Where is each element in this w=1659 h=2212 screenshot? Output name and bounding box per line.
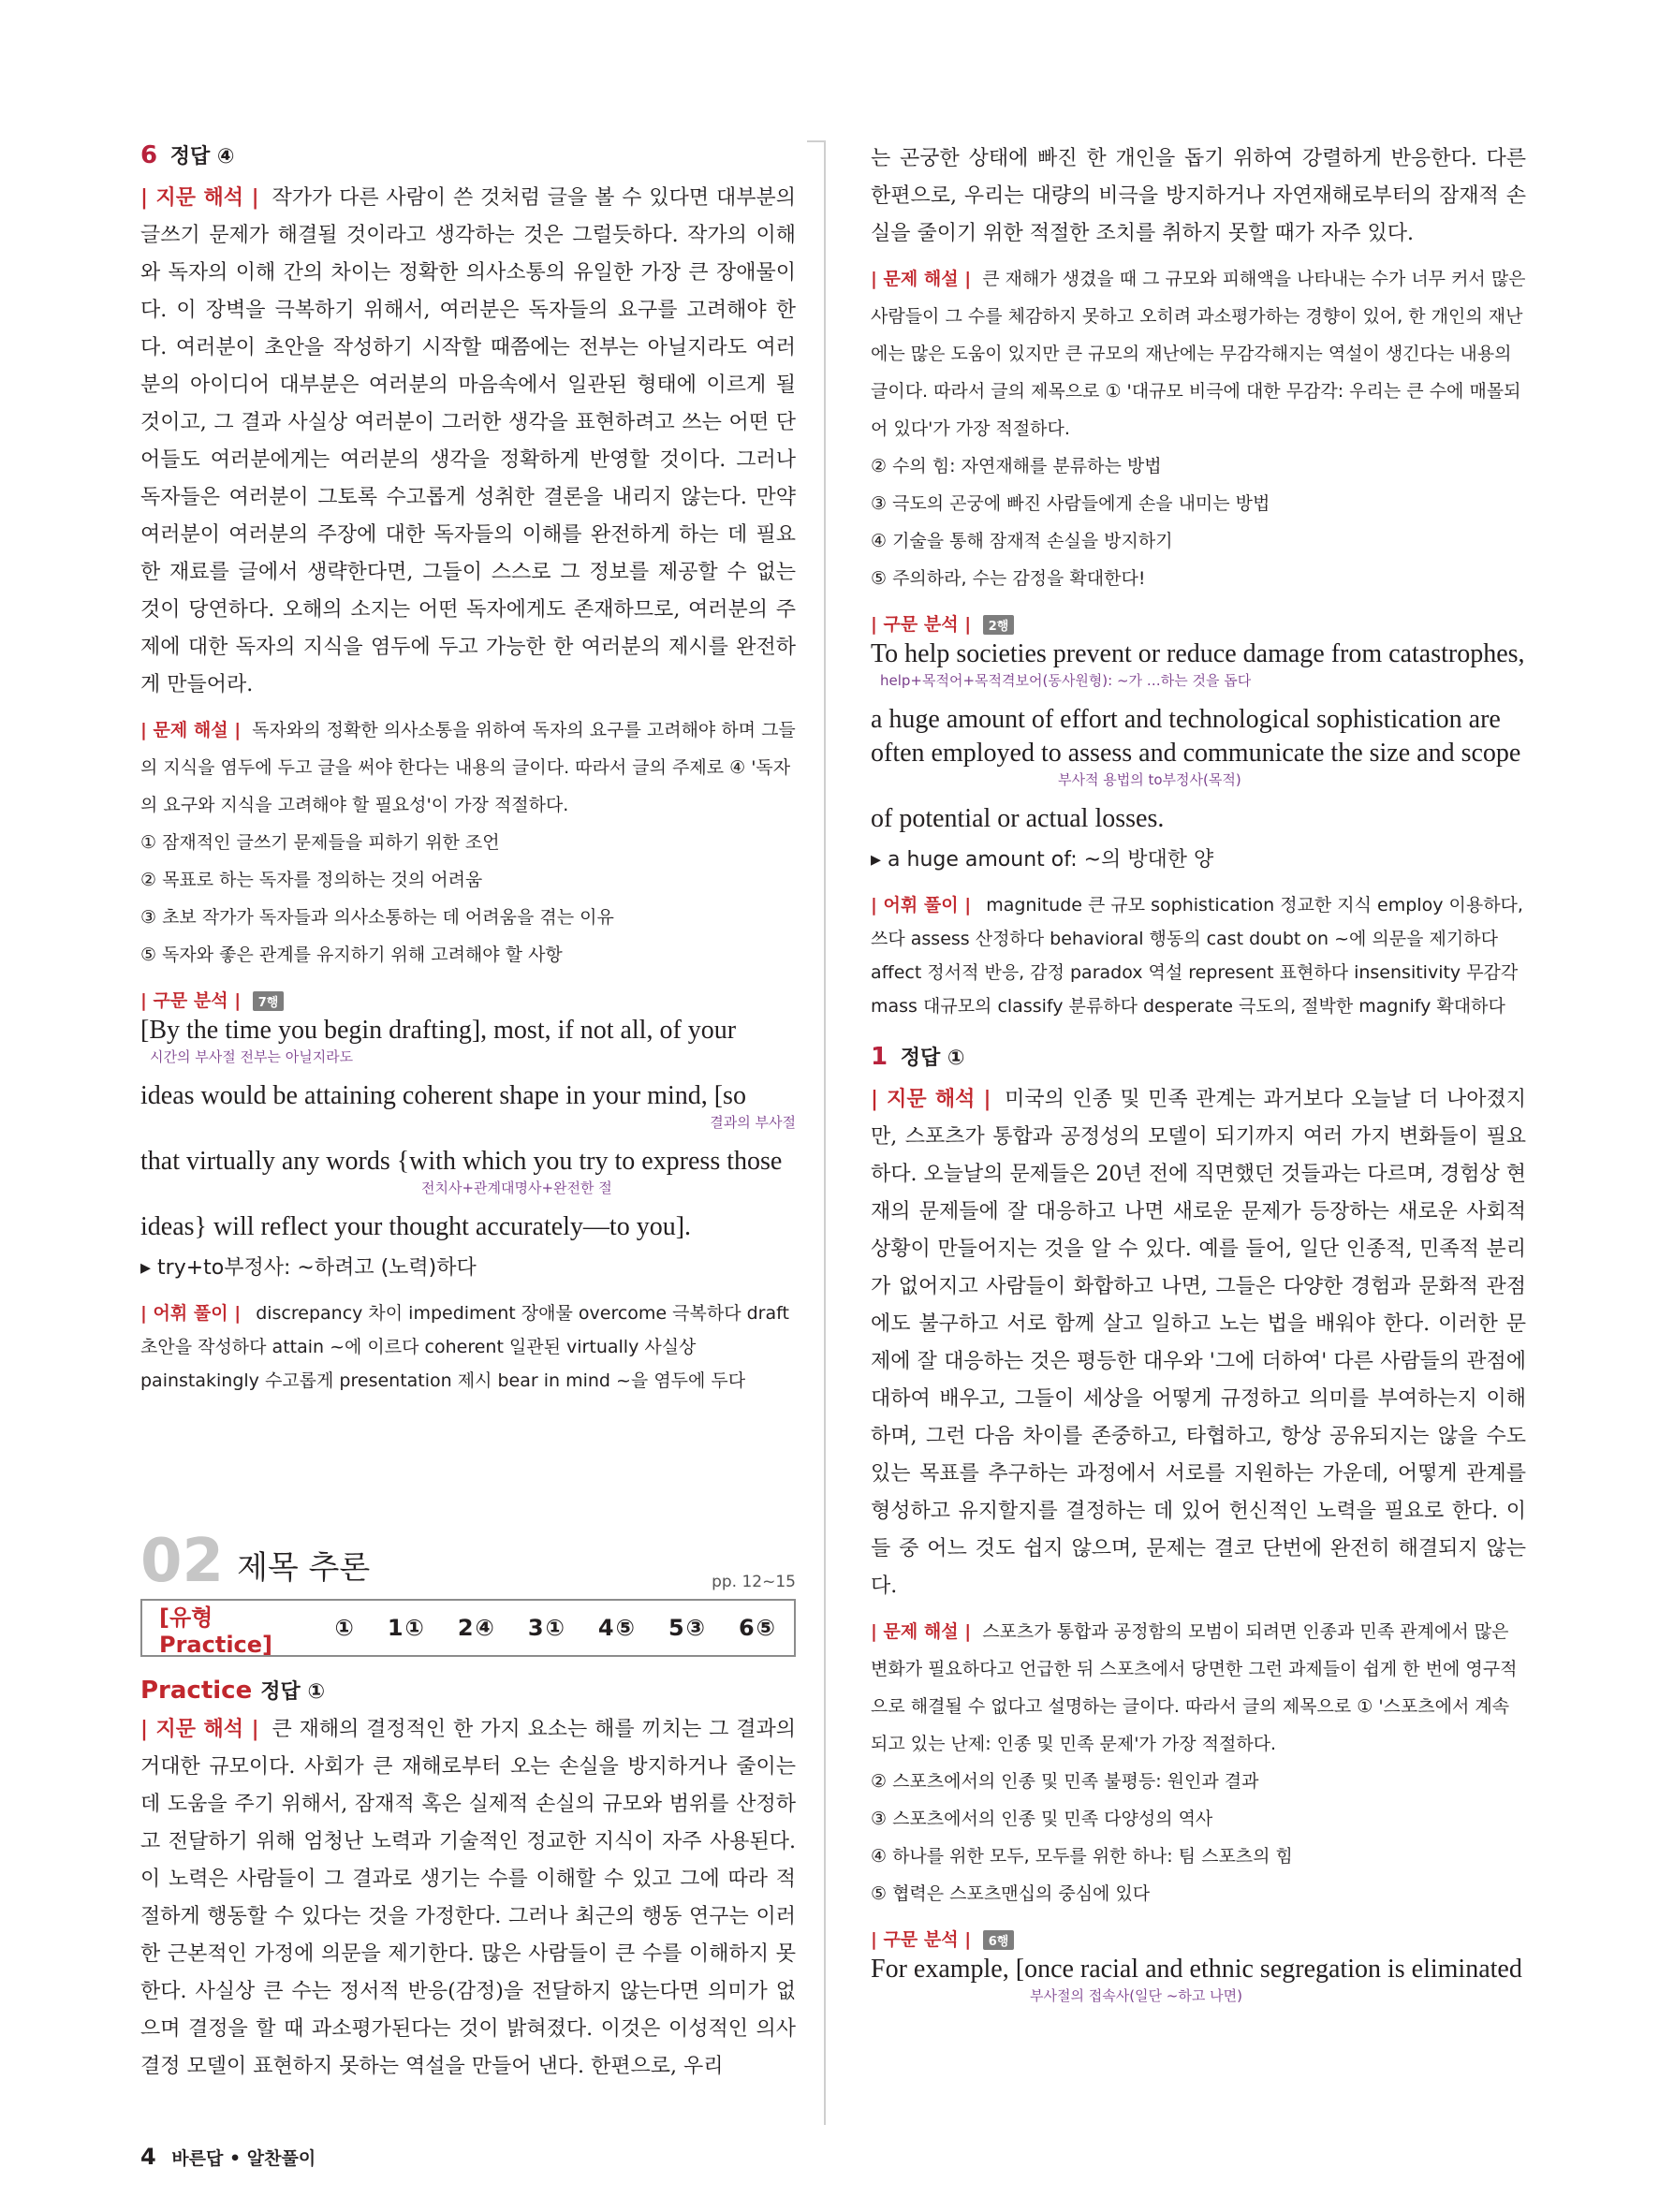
practice-option: ③ 극도의 곤궁에 빠진 사람들에게 손을 내미는 방법 (871, 493, 1270, 514)
section-name: 제목 추론 (237, 1549, 371, 1587)
practice-answer-head: 정답 ① (260, 1680, 326, 1704)
practice-vocab-text: magnitude 큰 규모 sophistication 정교한 지식 employ 이용하다, 쓰다 assess 산정하다 behavioral 행동의 cast doubt on ~에 의문을 제기하다 affect 정서적 반응, 감정 paradox 역설 represent 표현하다 insensitivity 무감각 mass 대규모의 classify 분류하다 desperate 극도의, 절박한 magnify 확대하다 (871, 895, 1523, 1017)
practice-block (140, 1676, 796, 2093)
section-title-row (140, 1526, 796, 1596)
q6-structure-badge: 7행 (253, 991, 285, 1011)
q1-translation (871, 1080, 1526, 1605)
practice-option: ② 수의 힘: 자연재해를 분류하는 방법 (871, 456, 1162, 476)
q1-explain (871, 1613, 1526, 1763)
practice-answer: 2④ (457, 1615, 496, 1641)
q6-vocab-text: discrepancy 차이 impediment 장애물 overcome 극복하다 draft 초안을 작성하다 attain ~에 이르다 coherent 일관된 virtually 사실상 painstakingly 수고롭게 presentation 제시 bear in mind ~을 염두에 두다 (140, 1303, 789, 1391)
q6-option: ⑤ 독자와 좋은 관계를 유지하기 위해 고려해야 할 사항 (140, 945, 563, 965)
q6-en-gloss: 결과의 부사절 (710, 1114, 796, 1131)
practice-structure-badge: 2행 (983, 615, 1015, 635)
practice-en-gloss: help+목적어+목적격보어(동사원형): ~가 …하는 것을 돕다 (880, 672, 1252, 689)
q6-option: ② 목표로 하는 독자를 정의하는 것의 어려움 (140, 870, 483, 890)
q1-en-gloss: 부사절의 접속사(일단 ~하고 나면) (1030, 1987, 1242, 2004)
practice-structure-tag: | 구문 분석 | (871, 614, 972, 635)
page-footer (140, 2144, 316, 2170)
practice-note: ▸ a huge amount of: ~의 방대한 양 (871, 848, 1214, 872)
q6-explain-text: 독자와의 정확한 의사소통을 위하여 독자의 요구를 고려해야 하며 그들의 지식을 염두에 두고 글을 써야 한다는 내용의 글이다. 따라서 글의 주제로 ④ '독자의 요구와 지식을 고려해야 할 필요성'이 가장 적절하다. (140, 720, 796, 815)
practice-head (140, 1676, 796, 1705)
practice-translation-text: 큰 재해의 결정적인 한 가지 요소는 해를 끼치는 그 결과의 거대한 규모이다. 사회가 큰 재해로부터 오는 손실을 방지하거나 줄이는 데 도움을 주기 위해서, 잠재적 혹은 실제적 손실의 규모와 범위를 산정하고 전달하기 위해 엄청난 노력과 기술적인 정교한 지식이 자주 사용된다. 이 노력은 사람들이 그 결과로 생기는 수를 이해할 수 있고 그에 따라 적절하게 행동할 수 있다는 것을 가정한다. 그러나 최근의 행동 연구는 이러한 근본적인 가정에 의문을 제기한다. 많은 사람들이 큰 수를 이해하지 못한다. 사실상 큰 수는 정서적 반응(감정)을 전달하지 않는다면 의미가 없으며 결정을 할 때 과소평가된다는 것이 밝혀졌다. 이것은 이성적인 의사 결정 모델이 표현하지 못하는 역설을 만들어 낸다. 한편으로, 우리 (140, 1718, 796, 2078)
q1-structure-tag: | 구문 분석 | (871, 1929, 972, 1950)
q6-en-line: ideas} will reflect your thought accurately—to you]. (140, 1212, 692, 1241)
practice-vocab (871, 888, 1526, 1023)
q6-explain (140, 711, 796, 824)
practice-structure-label (871, 610, 1526, 636)
practice-answer: 3① (527, 1615, 566, 1641)
practice-box-title: [유형 Practice] (159, 1604, 273, 1658)
q6-answer-head (140, 140, 796, 169)
q1-en-line: For example, [once racial and ethnic segregation is eliminated (871, 1955, 1522, 1984)
page-number: 4 (140, 2144, 156, 2170)
q1-options (871, 1763, 1526, 1912)
practice-title: Practice (140, 1677, 253, 1705)
q1-answer-head (871, 1042, 1526, 1071)
q6-en-line: [By the time you begin drafting], most, if not all, of your (140, 1016, 737, 1045)
q6-translation-text: 작가가 다른 사람이 쓴 것처럼 글을 볼 수 있다면 대부분의 글쓰기 문제가 해결될 것이라고 생각하는 것은 그럴듯하다. 작가의 이해와 독자의 이해 간의 차이는 정확한 의사소통의 유일한 가장 큰 장애물이다. 이 장벽을 극복하기 위해서, 여러분은 독자들의 요구를 고려해야 한다. 여러분이 초안을 작성하기 시작할 때쯤에는 전부는 아닐지라도 여러분의 아이디어 대부분은 여러분의 마음속에서 일관된 형태에 이르게 될 것이고, 그 결과 사실상 여러분이 그러한 생각을 표현하려고 쓰는 어떤 단어들도 여러분에게는 여러분의 생각을 정확하게 반영할 것이다. 그러나 독자들은 여러분이 그토록 수고롭게 성취한 결론을 내리지 않는다. 만약 여러분이 여러분의 주장에 대한 독자들의 이해를 완전하게 하는 데 필요한 재료를 글에서 생략한다면, 그들이 스스로 그 정보를 제공할 수 없는 것이 당연하다. 오해의 소지는 어떤 독자에게도 존재하므로, 여러분의 주제에 대한 독자의 지식을 염두에 두고 가능한 한 여러분의 제시를 완전하게 만들어라. (140, 186, 796, 696)
q6-vocab (140, 1296, 796, 1398)
practice-en-line: of potential or actual losses. (871, 804, 1165, 833)
q6-structure-tag: | 구문 분석 | (140, 990, 242, 1011)
q1-option: ② 스포츠에서의 인종 및 민족 불평등: 원인과 결과 (871, 1771, 1259, 1792)
q6-option: ① 잠재적인 글쓰기 문제들을 피하기 위한 조언 (140, 832, 500, 853)
column-divider-cap (807, 140, 826, 142)
practice-en-line: To help societies prevent or reduce damage from catastrophes, (871, 639, 1525, 668)
practice-translation (140, 1710, 796, 2086)
practice-explain-text: 큰 재해가 생겼을 때 그 규모와 피해액을 나타내는 수가 너무 커서 많은 사람들이 그 수를 체감하지 못하고 오히려 과소평가하는 경향이 있어, 한 개인의 재난에는 많은 도움이 있지만 큰 규모의 재난에는 무감각해지는 역설이 생긴다는 내용의 글이다. 따라서 글의 제목으로 ① '대규모 비극에 대한 무감각: 우리는 큰 수에 매몰되어 있다'가 가장 적절하다. (871, 269, 1526, 439)
q1-translation-text: 미국의 인종 및 민족 관계는 과거보다 오늘날 더 나아졌지만, 스포츠가 통합과 공정성의 모델이 되기까지 여러 가지 변화들이 필요하다. 오늘날의 문제들은 20년 전에 직면했던 것들과는 다르며, 경험상 현재의 문제들에 잘 대응하고 나면 새로운 문제가 등장하는 새로운 사회적 상황이 만들어지는 것을 알 수 있다. 예를 들어, 일단 인종적, 민족적 분리가 없어지고 사람들이 화합하고 나면, 그들은 다양한 경험과 문화적 관점에도 불구하고 서로 함께 살고 일하고 노는 법을 배워야 한다. 이러한 문제에 잘 대응하는 것은 평등한 대우와 '그에 더하여' 다른 사람들의 관점에 대하여 배우고, 그들이 세상을 어떻게 규정하고 의미를 부여하는지 이해하며, 그런 다음 차이를 존중하고, 타협하고, 항상 공유되지는 않을 수도 있는 목표를 추구하는 과정에서 서로를 지원하는 가운데, 어떻게 관계를 형성하고 유지할지를 결정하는 데 있어 헌신적인 노력을 필요로 한다. 이들 중 어느 것도 쉽지 않으며, 문제는 결코 단번에 완전히 해결되지 않는다. (871, 1088, 1526, 1598)
section-pages: pp. 12~15 (712, 1573, 796, 1591)
q6-answer: 정답 ④ (169, 145, 235, 168)
practice-translation-tag: | 지문 해석 | (140, 1717, 259, 1741)
practice-option: ⑤ 주의하라, 수는 감정을 확대한다! (871, 568, 1146, 589)
q1-option: ③ 스포츠에서의 인종 및 민족 다양성의 역사 (871, 1809, 1213, 1829)
q6-translation-tag: | 지문 해석 | (140, 185, 259, 210)
q1-translation-tag: | 지문 해석 | (871, 1087, 991, 1111)
q1-number: 1 (871, 1043, 888, 1071)
q6-en-gloss: 전치사+관계대명사+완전한 절 (421, 1179, 612, 1196)
q6-option: ③ 초보 작가가 독자들과 의사소통하는 데 어려움을 겪는 이유 (140, 907, 614, 928)
q1-explain-text: 스포츠가 통합과 공정함의 모범이 되려면 인종과 민족 관계에서 많은 변화가 필요하다고 언급한 뒤 스포츠에서 당면한 그런 과제들이 쉽게 한 번에 영구적으로 해결될 수 없다고 설명하는 글이다. 따라서 글의 제목으로 ① '스포츠에서 계속되고 있는 난제: 인종 및 민족 문제'가 가장 적절하다. (871, 1621, 1518, 1754)
practice-option: ④ 기술을 통해 잠재적 손실을 방지하기 (871, 531, 1173, 551)
q1-option: ⑤ 협력은 스포츠맨십의 중심에 있다 (871, 1883, 1151, 1904)
q6-translation (140, 179, 796, 704)
footer-text: 바른답 • 알찬풀이 (171, 2148, 316, 2169)
q1-option: ④ 하나를 위한 모두, 모두를 위한 하나: 팀 스포츠의 힘 (871, 1846, 1293, 1867)
q6-structure-label (140, 987, 796, 1012)
practice-answer: ① (334, 1615, 356, 1641)
practice-explain (871, 260, 1526, 447)
practice-en-gloss: 부사적 용법의 to부정사(목적) (1058, 771, 1241, 788)
practice-answer: 5③ (668, 1615, 707, 1641)
q6-vocab-tag: | 어휘 풀이 | (140, 1303, 242, 1324)
q6-number: 6 (140, 141, 158, 169)
q6-options (140, 824, 796, 974)
practice-en-line: a huge amount of effort and technological sophistication are (871, 705, 1501, 734)
left-column (140, 140, 796, 1407)
practice-vocab-tag: | 어휘 풀이 | (871, 895, 972, 916)
q1-structure-badge: 6행 (983, 1930, 1015, 1950)
q6-en-gloss: 시간의 부사절 전부는 아닐지라도 (150, 1048, 354, 1065)
section-02 (140, 1526, 796, 1657)
column-divider (824, 140, 826, 2125)
q6-note: ▸ try+to부정사: ~하려고 (노력)하다 (140, 1256, 477, 1280)
section-number: 02 (140, 1527, 225, 1596)
q1-answer: 정답 ① (900, 1047, 965, 1070)
practice-answer: 4⑤ (597, 1615, 637, 1641)
practice-translation-cont: 는 곤궁한 상태에 빠진 한 개인을 돕기 위하여 강렬하게 반응한다. 다른 한편으로, 우리는 대량의 비극을 방지하거나 자연재해로부터의 잠재적 손실을 줄이기 위한 적절한 조치를 취하지 못할 때가 자주 있다. (871, 147, 1526, 245)
right-column (871, 140, 1526, 2018)
practice-answer: 1① (387, 1615, 426, 1641)
q6-explain-tag: | 문제 해설 | (140, 720, 242, 740)
practice-answer-box (140, 1599, 796, 1657)
practice-options (871, 447, 1526, 597)
practice-explain-tag: | 문제 해설 | (871, 269, 972, 289)
q1-explain-tag: | 문제 해설 | (871, 1621, 972, 1642)
q6-en-line: that virtually any words {with which you try to express those (140, 1147, 783, 1176)
q6-en-line: ideas would be attaining coherent shape in your mind, [so (140, 1081, 746, 1110)
practice-answer: 6⑤ (738, 1615, 777, 1641)
practice-en-line: often employed to assess and communicate the size and scope (871, 739, 1521, 768)
q1-structure-label (871, 1926, 1526, 1951)
